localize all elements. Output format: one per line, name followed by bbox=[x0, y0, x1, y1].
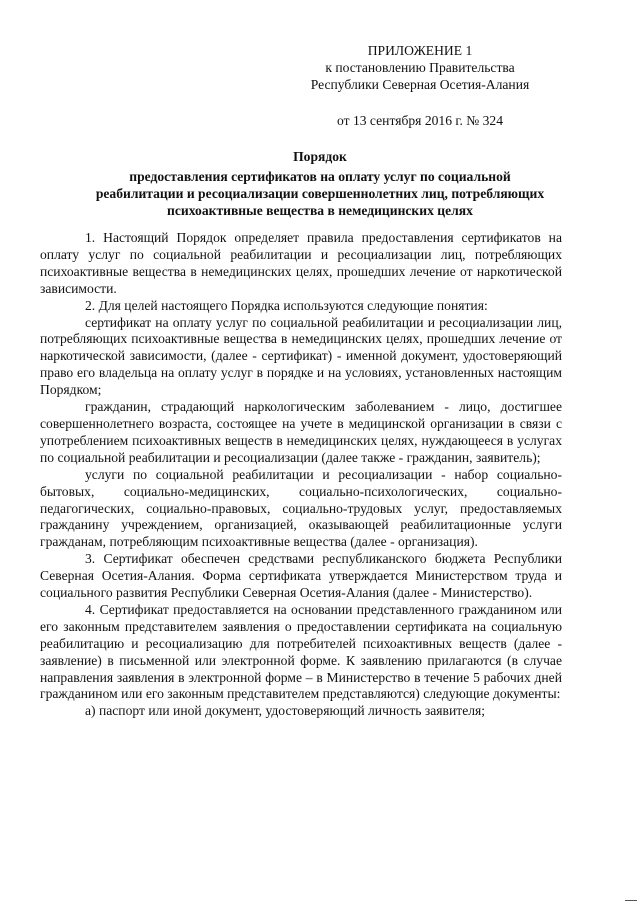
document-body bbox=[40, 230, 562, 720]
title-line-2: реабилитации и ресоциализации совершеннолетних лиц, потребляющих bbox=[95, 186, 545, 201]
paragraph-1: 1. Настоящий Порядок определяет правила предоставления сертификатов на оплату услуг по социальной реабилитации и ресоциализации лиц, потребляющих психоактивные вещества в немедицинских целях, прошедших лечение от наркотической зависимости. bbox=[40, 230, 562, 296]
appendix-date-number: от 13 сентября 2016 г. № 324 bbox=[336, 113, 504, 128]
definition-services: услуги по социальной реабилитации и ресоциализации - набор социально-бытовых, социально-медицинских, социально-психологических, социально-педагогических, социально-правовых, социально-трудовых услуг, предоставляемых гражданину учреждением, организацией, оказывающей реабилитационные услуги гражданам, потребляющим психоактивные вещества (далее - организация). bbox=[40, 466, 562, 550]
title-heading: Порядок bbox=[293, 149, 347, 164]
appendix-title: ПРИЛОЖЕНИЕ 1 bbox=[367, 43, 473, 58]
appendix-resolution-line: к постановлению Правительства bbox=[325, 60, 515, 75]
paragraph-3: 3. Сертификат обеспечен средствами республиканского бюджета Республики Северная Осетия-Алания. Форма сертификата утверждается Министерством труда и социального развития Республики Северная Осетия-Алания (далее - Министерство). bbox=[40, 551, 562, 601]
title-line-3: психоактивные вещества в немедицинских целях bbox=[167, 203, 473, 218]
appendix-header bbox=[300, 42, 540, 129]
paragraph-4: 4. Сертификат предоставляется на основании представленного гражданином или его законным представителем заявления о предоставлении сертификата на социальную реабилитацию и ресоциализацию для потребителей психоактивных веществ (далее - заявление) в письменной или электронной форме. К заявлению прилагаются (в случае направления заявления в электронной форме – в Министерство в течение 5 рабочих дней гражданином или его законным представителем представляются) следующие документы: bbox=[40, 601, 562, 702]
title-line-1: предоставления сертификатов на оплату услуг по социальной bbox=[129, 169, 511, 184]
header-spacer bbox=[300, 93, 540, 112]
document-title bbox=[40, 148, 600, 219]
definition-certificate: сертификат на оплату услуг по социальной реабилитации и ресоциализации лиц, потребляющих психоактивные вещества в немедицинских целях, прошедших лечение от наркотической зависимости, (далее - сертификат) - именной документ, удостоверяющий право его владельца на оплату услуг в порядке и на условиях, установленных настоящим Порядком; bbox=[40, 314, 562, 398]
subitem-a: а) паспорт или иной документ, удостоверяющий личность заявителя; bbox=[85, 703, 486, 719]
definition-citizen: гражданин, страдающий наркологическим заболеванием - лицо, достигшее совершеннолетнего возраста, состоящее на учете в медицинской организации в связи с употреблением психоактивных веществ в немедицинских целях, нуждающееся в услугах по социальной реабилитации и ресоциализации (далее также - гражданин, заявитель); bbox=[40, 399, 562, 465]
appendix-republic-line: Республики Северная Осетия-Алания bbox=[310, 77, 530, 92]
scan-edge-mark bbox=[625, 900, 637, 901]
paragraph-2: 2. Для целей настоящего Порядка используются следующие понятия: bbox=[85, 297, 488, 313]
